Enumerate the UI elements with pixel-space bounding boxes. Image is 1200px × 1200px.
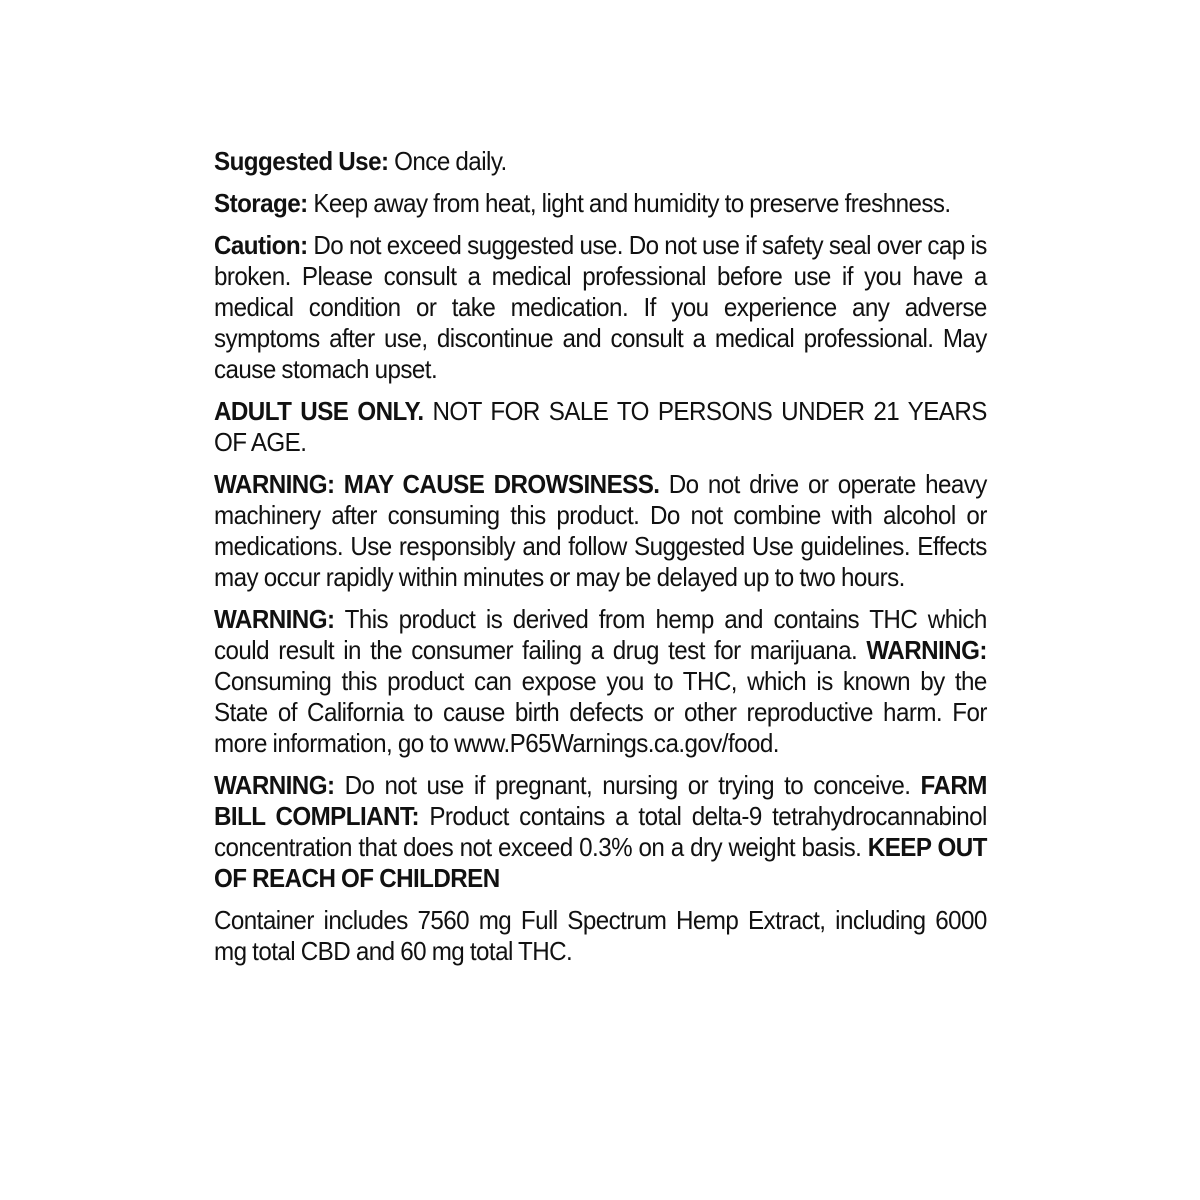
adult-use-text: NOT FOR SALE TO PERSONS UNDER 21 YEARS OF AGE. bbox=[214, 396, 987, 457]
drowsiness-warning-paragraph bbox=[214, 469, 987, 593]
farm-bill-text: Product contains a total delta-9 tetrahydrocannabinol concentration that does not exceed 0.3% on a dry weight basis. bbox=[214, 801, 987, 862]
keep-out-of-reach-notice: KEEP OUT OF REACH OF CHILDREN bbox=[214, 832, 987, 893]
thc-warnings-paragraph bbox=[214, 604, 987, 759]
prop65-warning-text: Consuming this product can expose you to THC, which is known by the State of California to cause birth defects or other reproductive harm. For more information, go to www.P65Warnings.ca.gov/food. bbox=[214, 666, 987, 758]
storage-heading: Storage: bbox=[214, 188, 308, 218]
contents-text: Container includes 7560 mg Full Spectrum Hemp Extract, including 6000 mg total CBD and 60 mg total THC. bbox=[214, 905, 987, 966]
adult-use-paragraph bbox=[214, 396, 987, 458]
suggested-use-heading: Suggested Use: bbox=[214, 146, 389, 176]
pregnancy-warning-heading: WARNING: bbox=[214, 770, 335, 800]
storage-paragraph bbox=[214, 188, 987, 219]
drowsiness-warning-text: Do not drive or operate heavy machinery after consuming this product. Do not combine with alcohol or medications. Use responsibly and follow Suggested Use guidelines. Effects may occur rapidly within minutes or may be delayed up to two hours. bbox=[214, 469, 987, 592]
caution-paragraph bbox=[214, 230, 987, 385]
caution-text: Do not exceed suggested use. Do not use if safety seal over cap is broken. Please consult a medical professional before use if you have a medical condition or take medication. If you experience any adverse symptoms after use, discontinue and consult a medical professional. May cause stomach upset. bbox=[214, 230, 987, 384]
suggested-use-text: Once daily. bbox=[388, 146, 507, 176]
drug-test-warning-heading: WARNING: bbox=[214, 604, 335, 634]
contents-paragraph bbox=[214, 905, 987, 967]
storage-text: Keep away from heat, light and humidity to preserve freshness. bbox=[307, 188, 951, 218]
prop65-warning-heading: WARNING: bbox=[866, 635, 987, 665]
pregnancy-farm-bill-paragraph bbox=[214, 770, 987, 894]
farm-bill-heading: FARM BILL COMPLIANT: bbox=[214, 770, 987, 831]
drowsiness-warning-heading: WARNING: MAY CAUSE DROWSINESS. bbox=[214, 469, 660, 499]
caution-heading: Caution: bbox=[214, 230, 308, 260]
product-label-text bbox=[214, 146, 987, 978]
adult-use-heading: ADULT USE ONLY. bbox=[214, 396, 424, 426]
drug-test-warning-text: This product is derived from hemp and contains THC which could result in the consumer failing a drug test for marijuana. bbox=[214, 604, 987, 665]
suggested-use-paragraph bbox=[214, 146, 987, 177]
pregnancy-warning-text: Do not use if pregnant, nursing or trying to conceive. bbox=[334, 770, 921, 800]
